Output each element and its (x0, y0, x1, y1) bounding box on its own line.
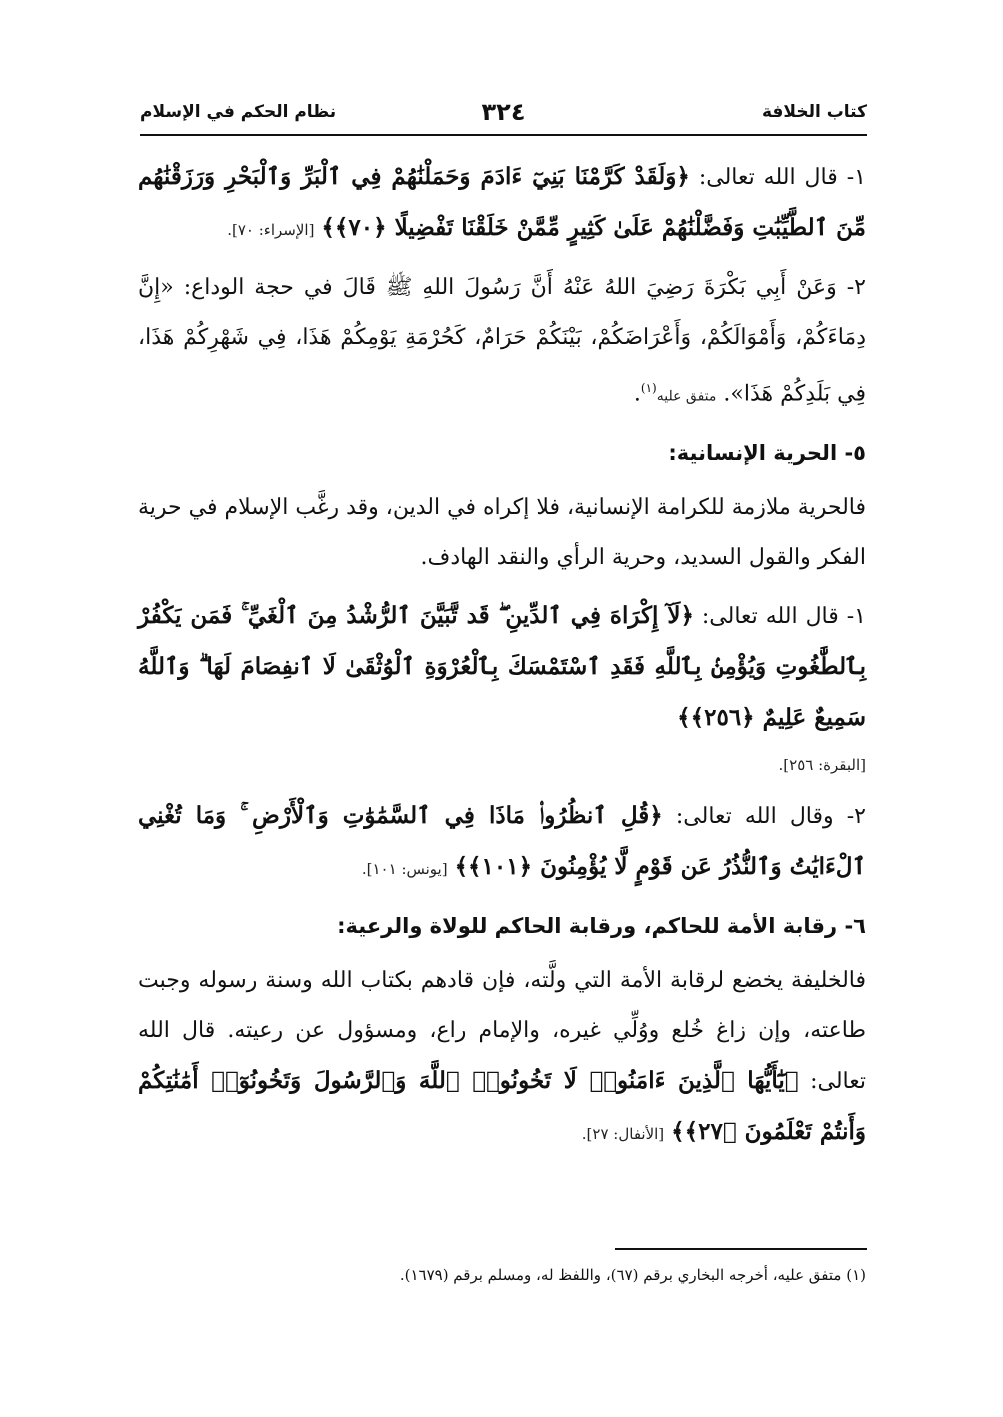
quran-verse: ﴿يَٰٓأَيُّهَا ٱلَّذِينَ ءَامَنُوا۟ لَا تَخُونُوا۟ ٱللَّهَ وَٱلرَّسُولَ وَتَخُونُوٓا۟ أَمَٰنَٰتِكُمْ وَأَنتُمْ تَعْلَمُونَ ﴿٢٧﴾﴾ (138, 1067, 866, 1146)
freedom-paragraph: فالحرية ملازمة للكرامة الإنسانية، فلا إكراه في الدين، وقد رغَّب الإسلام في حرية الفكر والقول السديد، وحرية الرأي والنقد الهادف. (138, 495, 866, 571)
quran-item-3 (138, 591, 866, 744)
verse-reference: [الأنفال: ٢٧]. (581, 1125, 665, 1144)
page-header (140, 98, 867, 134)
chapter-title: كتاب الخلافة (761, 102, 867, 122)
hadith-item-2: ٢- وَعَنْ أَبِي بَكْرَةَ رَضِيَ اللهُ عَنْهُ أَنَّ رَسُولَ اللهِ ﷺ قَالَ في حجة الوداع: «إِنَّ دِمَاءَكُمْ، وَأَمْوَالَكُمْ، وَأَعْرَاضَكُمْ، بَيْنَكُمْ حَرَامٌ، كَحُرْمَةِ يَوْمِكُمْ هَذَا، فِي شَهْرِكُمْ هَذَا، فِي بَلَدِكُمْ هَذَا». متفق عليه$^{(١)}$. (138, 275, 866, 407)
verse-reference: [البقرة: ٢٥٦]. (778, 756, 866, 775)
footnote-marker: (١) (640, 381, 657, 395)
verse-reference: [الإسراء: ٧٠]. (227, 221, 315, 239)
section-heading-oversight: ٦- رقابة الأمة للحاكم، ورقابة الحاكم للولاة والرعية: (337, 914, 866, 939)
footnote-divider (615, 1248, 867, 1250)
verse-reference: [يونس: ١٠١]. (361, 860, 448, 879)
book-title: نظام الحكم في الإسلام (140, 102, 337, 122)
oversight-text: فالخليفة يخضع لرقابة الأمة التي ولَّته، فإن قادهم بكتاب الله وسنة رسوله وجبت طاعته، وإن زاغ خُلع ووُلِّي غيره، والإمام راع، ومسؤول عن رعيته. (138, 968, 866, 1044)
hadith-text: وَعَنْ أَبِي بَكْرَةَ رَضِيَ اللهُ عَنْهُ أَنَّ رَسُولَ اللهِ ﷺ قَالَ في حجة الوداع: «إِنَّ دِمَاءَكُمْ، وَأَمْوَالَكُمْ، وَأَعْرَاضَكُمْ، بَيْنَكُمْ حَرَامٌ، كَحُرْمَةِ يَوْمِكُمْ هَذَا، فِي شَهْرِكُمْ هَذَا، فِي بَلَدِكُمْ هَذَا». (138, 275, 866, 407)
verse-intro: قال الله تعالى: (138, 1018, 866, 1095)
quran-verse: ﴿قُلِ ٱنظُرُوا۟ مَاذَا فِي ٱلسَّمَٰوَٰتِ وَٱلْأَرْضِ ۚ وَمَا تُغْنِي ٱلْءَايَٰتُ وَٱلنُّذُرُ عَن قَوْمٍ لَّا يُؤْمِنُونَ ﴿١٠١﴾﴾ (138, 802, 866, 881)
item-number: ٢- (846, 275, 866, 300)
quran-item-1 (138, 152, 866, 255)
header-divider (140, 134, 867, 136)
quran-item-4 (138, 791, 866, 894)
oversight-paragraph (138, 956, 866, 1159)
page-number: ٣٢٤ (481, 98, 526, 126)
verse-intro: قال الله تعالى: (698, 165, 838, 190)
item-number: ١- (846, 604, 866, 630)
hadith-grading: متفق عليه (656, 388, 717, 405)
section-heading-freedom: ٥- الحرية الإنسانية: (668, 441, 866, 466)
quran-verse: ﴿لَآ إِكْرَاهَ فِي ٱلدِّينِ ۖ قَد تَّبَيَّنَ ٱلرُّشْدُ مِنَ ٱلْغَيِّ ۚ فَمَن يَكْفُرْ بِٱلطَّٰغُوتِ وَيُؤْمِنۢ بِٱللَّهِ فَقَدِ ٱسْتَمْسَكَ بِٱلْعُرْوَةِ ٱلْوُثْقَىٰ لَا ٱنفِصَامَ لَهَا ۗ وَٱللَّهُ سَمِيعٌ عَلِيمٌ ﴿٢٥٦﴾﴾ (138, 602, 866, 732)
item-number: ١- (846, 165, 866, 190)
item-number: ٢- (846, 804, 866, 830)
verse-intro: وقال الله تعالى: (675, 804, 834, 830)
verse-intro: قال الله تعالى: (701, 604, 839, 630)
verse-reference-line (138, 746, 866, 783)
page-body (138, 152, 866, 1167)
quran-verse: ﴿وَلَقَدْ كَرَّمْنَا بَنِيٓ ءَادَمَ وَحَمَلْنَٰهُمْ فِي ٱلْبَرِّ وَٱلْبَحْرِ وَرَزَقْنَٰهُم مِّنَ ٱلطَّيِّبَٰتِ وَفَضَّلْنَٰهُمْ عَلَىٰ كَثِيرٍ مِّمَّنْ خَلَقْنَا تَفْضِيلًا ﴿٧٠﴾﴾ (138, 163, 866, 241)
footnote: (١) متفق عليه، أخرجه البخاري برقم (٦٧)، واللفظ له، ومسلم برقم (١٦٧٩). (399, 1266, 866, 1284)
